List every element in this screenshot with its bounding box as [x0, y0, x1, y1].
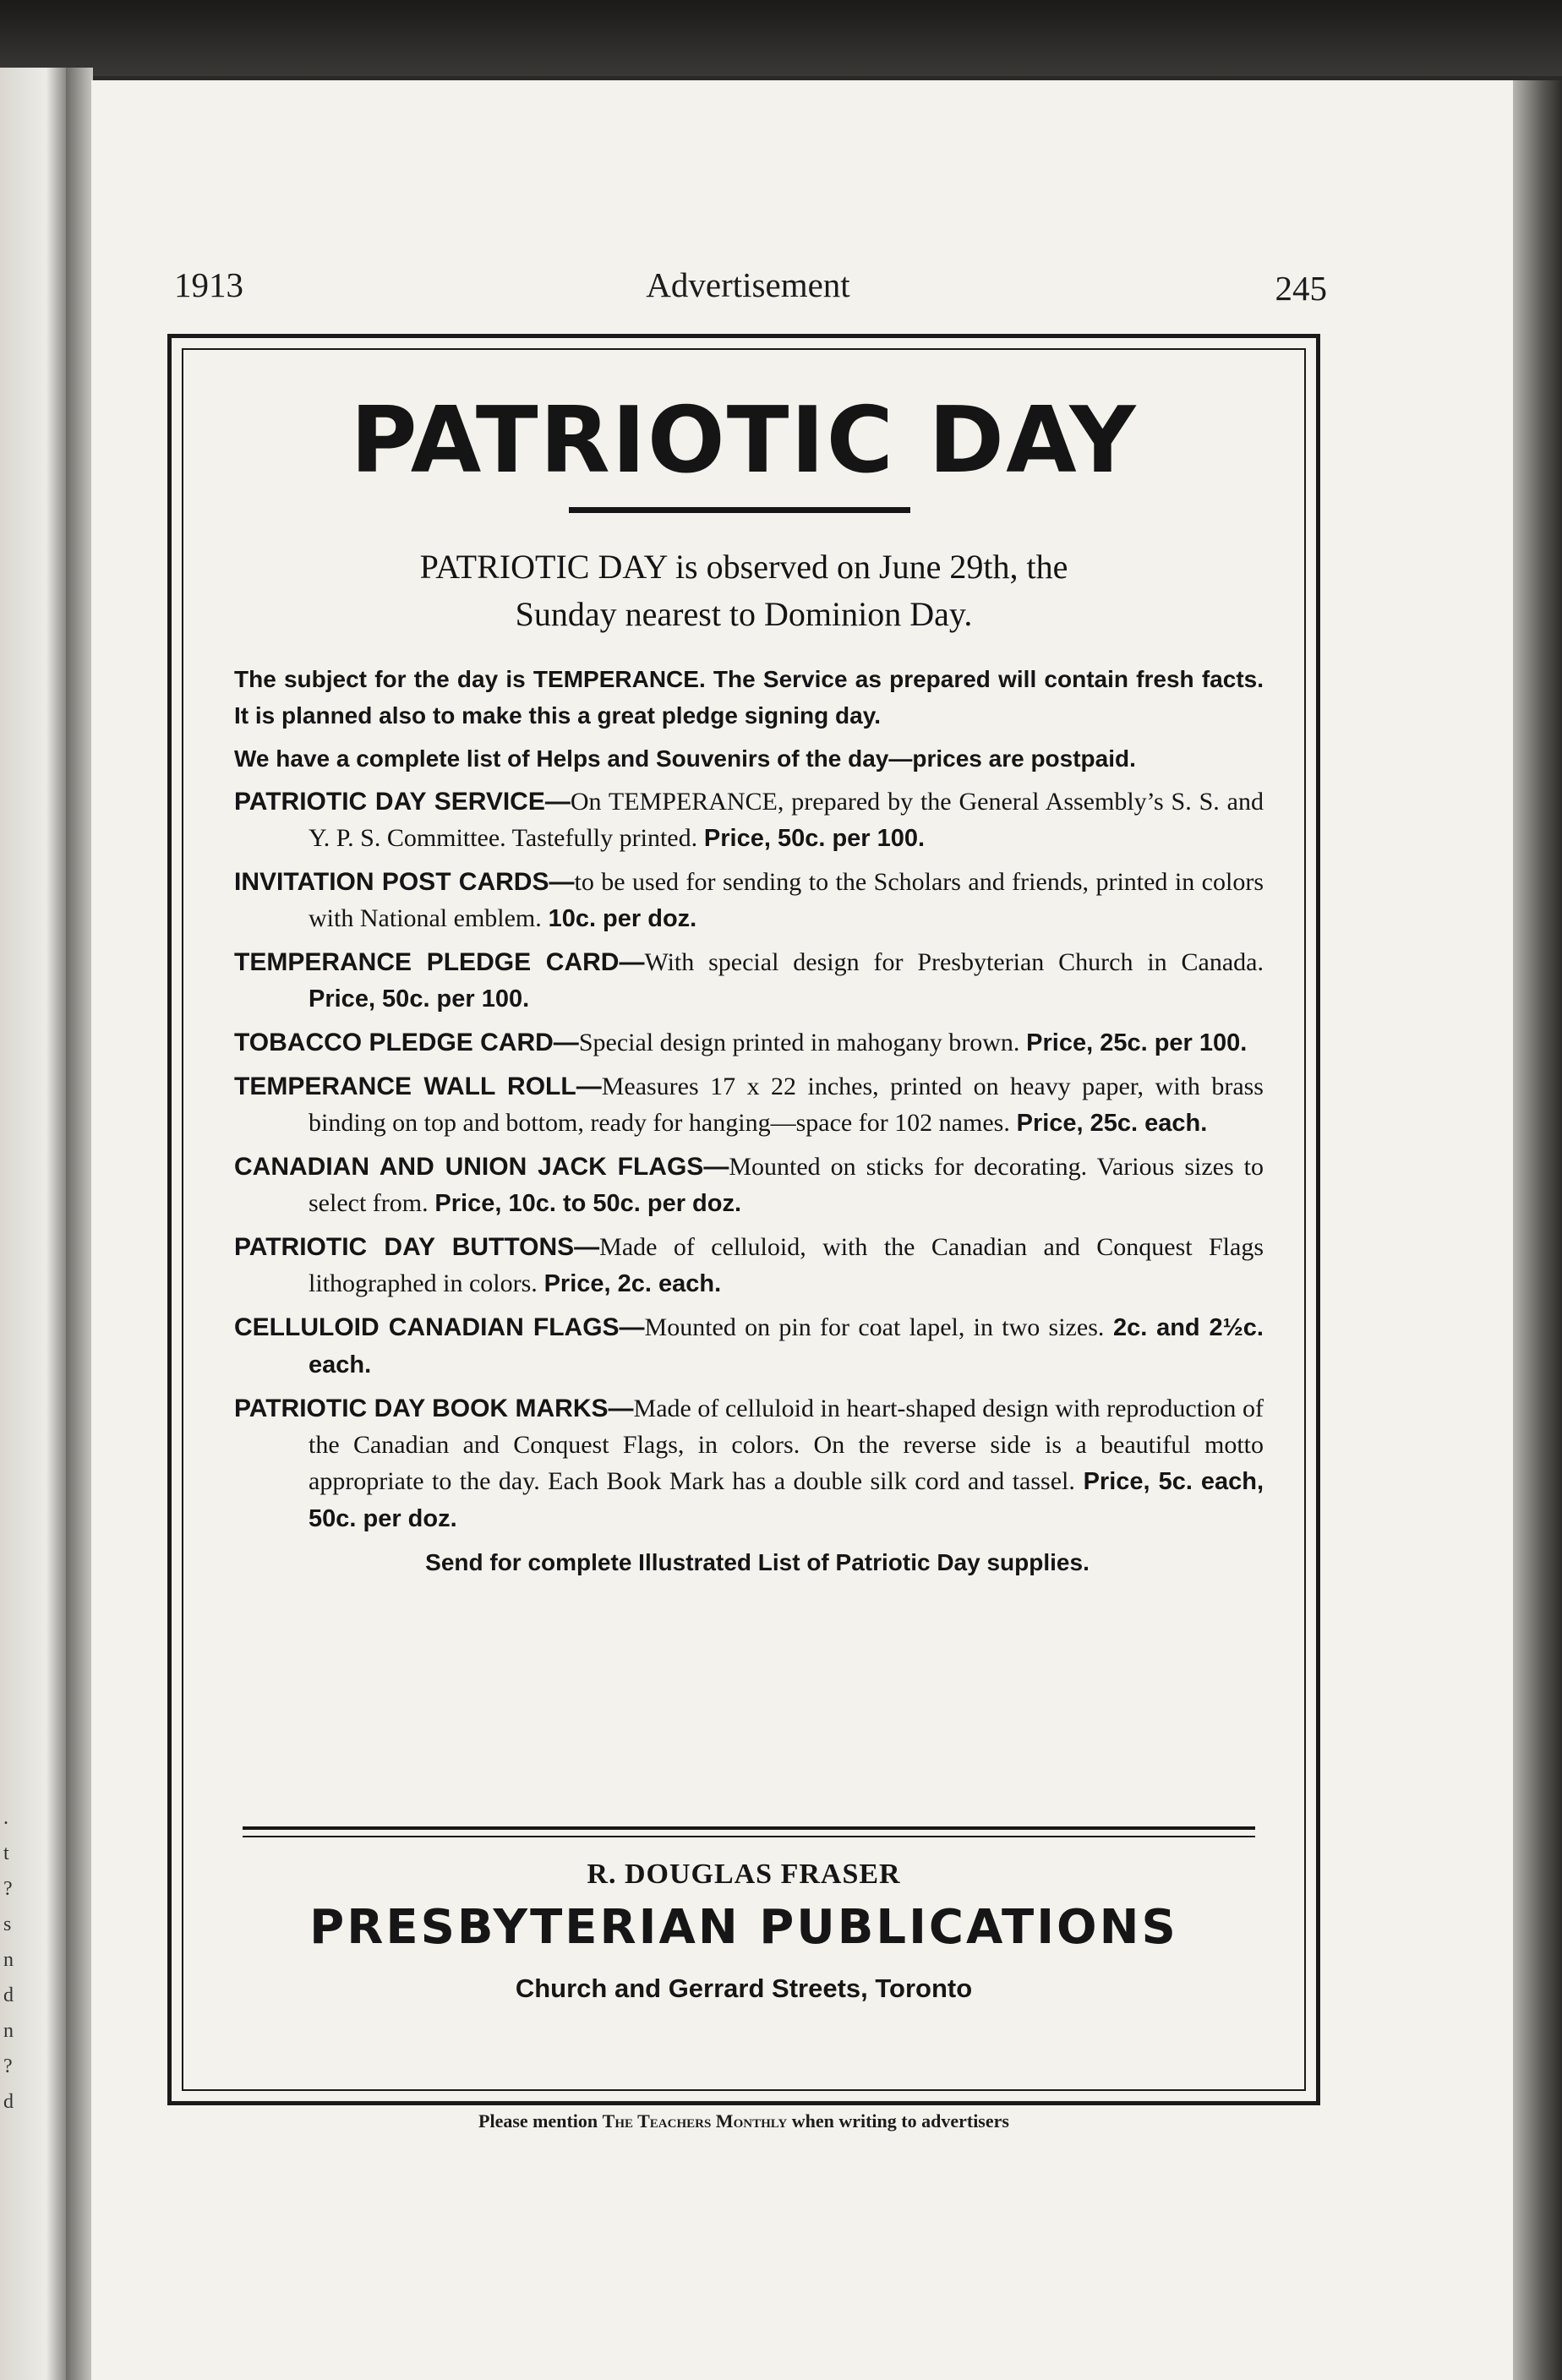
- footer-before: Please mention: [478, 2110, 598, 2132]
- item-description: Measures 17 x 22 inches, printed on heavy paper, with brass binding on top and bottom, ready for hanging—space for 102 names.: [309, 1073, 1264, 1137]
- item-price: 10c. per doz.: [548, 905, 697, 932]
- header-section: Advertisement: [646, 265, 850, 304]
- book-gutter: [66, 68, 93, 2380]
- list-item: [234, 1149, 1264, 1222]
- list-item: [234, 783, 1264, 857]
- list-item: [234, 944, 1264, 1018]
- list-item: [234, 864, 1264, 937]
- item-description: On TEMPERANCE, prepared by the General Assembly’s S. S. and Y. P. S. Committee. Tastefully printed.: [309, 788, 1264, 852]
- item-name: TEMPERANCE WALL ROLL—: [234, 1073, 602, 1100]
- page-number: 245: [1275, 269, 1327, 308]
- item-price: Price, 2c. each.: [543, 1270, 722, 1297]
- item-price: Price, 50c. per 100.: [703, 825, 926, 852]
- list-item: [234, 1390, 1264, 1537]
- divider-rule-thin: [243, 1836, 1255, 1837]
- fragment: ?: [3, 2055, 13, 2077]
- scan-top-shadow: [0, 0, 1562, 76]
- item-name: PATRIOTIC DAY SERVICE—: [234, 788, 571, 816]
- item-description: Made of celluloid, with the Canadian and Conquest Flags lithographed in colors.: [309, 1233, 1264, 1297]
- publisher-name: R. DOUGLAS FRASER: [587, 1859, 901, 1890]
- item-price: Price, 10c. to 50c. per doz.: [434, 1190, 742, 1217]
- intro-line-2: Sunday nearest to Dominion Day.: [515, 595, 973, 633]
- item-description: Made of celluloid in heart-shaped design with reproduction of the Canadian and Conquest Flags, in colors. On the reverse side is a beautiful motto appropriate to the day. Each Book Mark has a double silk cord and tassel.: [309, 1395, 1264, 1495]
- publisher-address: Church and Gerrard Streets, Toronto: [515, 1973, 973, 2003]
- item-price: Price, 25c. each.: [1016, 1110, 1208, 1137]
- facing-page-edge: [0, 68, 66, 2380]
- list-item: [234, 1068, 1264, 1142]
- item-name: PATRIOTIC DAY BOOK MARKS—: [234, 1395, 634, 1422]
- fragment: n: [3, 1949, 14, 1971]
- item-price: 2c. and 2½c. each.: [309, 1314, 1264, 1378]
- item-price: Price, 50c. per 100.: [309, 985, 530, 1013]
- paragraph-helps: We have a complete list of Helps and Souvenirs of the day—prices are postpaid.: [234, 745, 1136, 772]
- fragment: t: [3, 1842, 9, 1864]
- closing-note: Send for complete Illustrated List of Patriotic Day supplies.: [425, 1549, 1090, 1575]
- list-item: [234, 1229, 1264, 1302]
- intro-line-1: PATRIOTIC DAY is observed on June 29th, the: [419, 548, 1068, 586]
- item-name: CELLULOID CANADIAN FLAGS—: [234, 1313, 645, 1341]
- intro: [172, 543, 1316, 638]
- divider-rule: [243, 1826, 1255, 1830]
- fragment: d: [3, 1984, 14, 2006]
- item-description: Mounted on pin for coat lapel, in two sizes.: [644, 1313, 1105, 1341]
- ad-title: PATRIOTIC DAY: [350, 388, 1138, 494]
- item-name: PATRIOTIC DAY BUTTONS—: [234, 1233, 600, 1261]
- fragment: n: [3, 2020, 14, 2042]
- item-description: Mounted on sticks for decorating. Various sizes to select from.: [309, 1153, 1264, 1217]
- item-name: INVITATION POST CARDS—: [234, 868, 575, 896]
- paragraph-subject: The subject for the day is TEMPERANCE. The Service as prepared will contain fresh facts. It is planned also to make this a great pledge signing day.: [234, 666, 1264, 729]
- item-name: TEMPERANCE PLEDGE CARD—: [234, 948, 645, 976]
- title-rule: [569, 507, 910, 513]
- fragment: s: [3, 1913, 12, 1935]
- ad-body: [234, 661, 1264, 1580]
- advertisement-frame: [167, 334, 1320, 2105]
- publishing-house: PRESBYTERIAN PUBLICATIONS: [309, 1900, 1178, 1955]
- list-item: [234, 1024, 1264, 1062]
- facing-page-fragments: [3, 1800, 20, 2120]
- fragment: d: [3, 2091, 14, 2113]
- header-year: 1913: [174, 265, 243, 304]
- footer-note: [167, 2110, 1320, 2132]
- item-name: CANADIAN AND UNION JACK FLAGS—: [234, 1153, 729, 1181]
- running-header: [169, 265, 1327, 315]
- footer-magazine: The Teachers Monthly: [602, 2110, 788, 2132]
- item-price: Price, 25c. per 100.: [1026, 1029, 1248, 1056]
- item-name: TOBACCO PLEDGE CARD—: [234, 1029, 579, 1056]
- page-edge-shadow: [1513, 80, 1562, 2380]
- item-description: to be used for sending to the Scholars and friends, printed in colors with National emblem.: [309, 868, 1264, 932]
- item-description: With special design for Presbyterian Church in Canada.: [644, 948, 1264, 976]
- footer-after: when writing to advertisers: [791, 2110, 1009, 2132]
- fragment: .: [3, 1807, 8, 1829]
- fragment: ?: [3, 1878, 13, 1900]
- item-price: Price, 5c. each, 50c. per doz.: [309, 1468, 1264, 1532]
- item-description: Special design printed in mahogany brown.: [578, 1029, 1020, 1056]
- list-item: [234, 1309, 1264, 1384]
